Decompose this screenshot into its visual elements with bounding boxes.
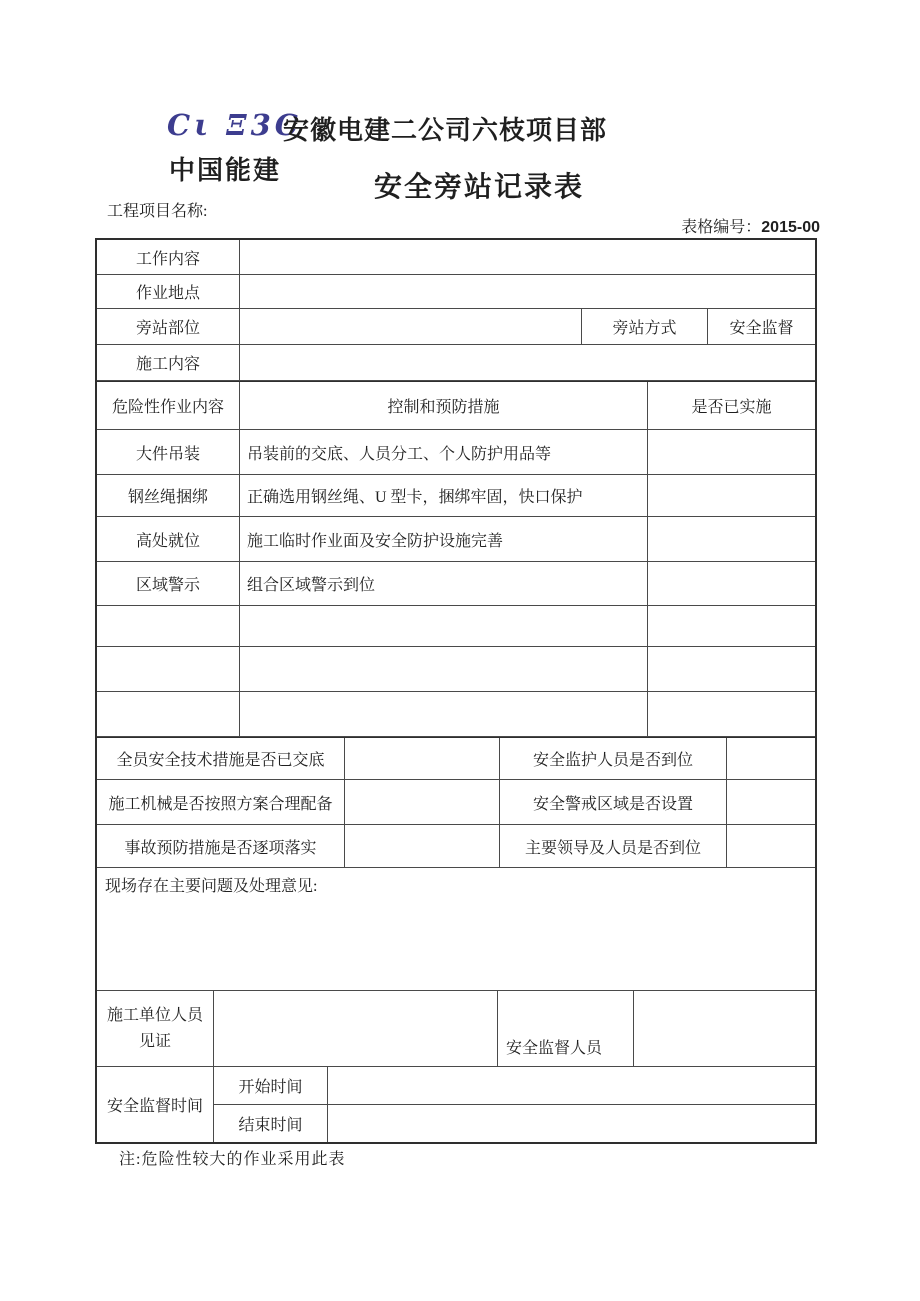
start-time-value (328, 1067, 815, 1104)
hazard-status-cell (648, 562, 815, 605)
check-right-label: 主要领导及人员是否到位 (500, 825, 727, 867)
footnote: 注:危险性较大的作业采用此表 (119, 1151, 346, 1168)
company-name: 安徽电建二公司六枝项目部 (283, 116, 608, 145)
end-time-label: 结束时间 (214, 1105, 328, 1142)
check-left-label: 全员安全技术措施是否已交底 (97, 738, 345, 779)
job-location-label: 作业地点 (97, 275, 240, 308)
station-position-label: 旁站部位 (97, 309, 240, 344)
hazard-row (97, 430, 815, 475)
row-supervision-time (97, 1067, 815, 1142)
site-issues-label: 现场存在主要问题及处理意见: (105, 878, 318, 895)
station-mode-label: 旁站方式 (582, 309, 708, 344)
form-number-label: 表格编号： (681, 219, 762, 236)
work-content-label: 工作内容 (97, 240, 240, 274)
witness-value (214, 991, 498, 1066)
job-location-value (240, 275, 815, 308)
witness-label: 施工单位人员见证 (97, 991, 214, 1066)
check-left-value (345, 825, 500, 867)
hazard-name-cell: 区域警示 (97, 562, 240, 605)
company-logo: Cι Ξ3C (167, 108, 302, 142)
hazard-measure-cell (240, 692, 648, 736)
end-time-value (328, 1105, 815, 1142)
station-mode-value: 安全监督 (729, 320, 794, 337)
start-time-label: 开始时间 (214, 1067, 328, 1104)
hazard-status-cell (648, 517, 815, 561)
hazard-name-cell (97, 647, 240, 691)
hazard-name-cell: 大件吊装 (97, 430, 240, 474)
row-witness (97, 991, 815, 1067)
form-number-value: 2015-00 (761, 219, 820, 236)
hazard-name-cell: 高处就位 (97, 517, 240, 561)
hazard-measure-cell: 施工临时作业面及安全防护设施完善 (240, 517, 648, 561)
hazard-row (97, 475, 815, 517)
hazard-row (97, 647, 815, 692)
hazard-col-header-1: 危险性作业内容 (97, 382, 240, 429)
row-construction-content (97, 345, 815, 381)
brand-name: 中国能建 (169, 156, 282, 185)
check-right-label: 安全警戒区域是否设置 (500, 780, 727, 824)
check-right-label: 安全监护人员是否到位 (500, 738, 727, 779)
hazard-col-header-3: 是否已实施 (691, 399, 772, 416)
hazard-name-cell (97, 606, 240, 646)
hazard-measure-cell: 吊装前的交底、人员分工、个人防护用品等 (240, 430, 648, 474)
hazard-row (97, 606, 815, 647)
hazard-row (97, 562, 815, 606)
start-time-row (214, 1067, 815, 1105)
hazard-status-cell (648, 606, 815, 646)
row-work-content (97, 240, 815, 275)
construction-content-label: 施工内容 (97, 345, 240, 380)
row-job-location (97, 275, 815, 309)
row-site-issues (97, 868, 815, 991)
hazard-measure-cell (240, 606, 648, 646)
construction-content-value (240, 345, 815, 380)
hazard-status-cell (648, 692, 815, 736)
station-position-value (240, 309, 582, 344)
hazard-measure-cell: 正确选用钢丝绳、U 型卡，捆绑牢固，快口保护 (240, 475, 648, 516)
check-left-value (345, 738, 500, 779)
check-right-value (727, 780, 815, 824)
hazard-status-cell (648, 475, 815, 516)
check-row (97, 825, 815, 868)
hazard-col-header-2: 控制和预防措施 (240, 382, 648, 429)
work-content-value (240, 240, 815, 274)
record-form-table (95, 238, 817, 1144)
hazard-row (97, 692, 815, 737)
hazard-name-cell: 钢丝绳捆绑 (97, 475, 240, 516)
check-right-value (727, 738, 815, 779)
safety-supervisor-label: 安全监督人员 (498, 991, 634, 1066)
hazard-row (97, 517, 815, 562)
hazard-status-cell (648, 430, 815, 474)
form-number (0, 214, 820, 237)
row-station-position (97, 309, 815, 345)
check-row (97, 737, 815, 780)
hazard-name-cell (97, 692, 240, 736)
check-left-value (345, 780, 500, 824)
check-right-value (727, 825, 815, 867)
check-left-label: 施工机械是否按照方案合理配备 (97, 780, 345, 824)
hazard-measure-cell (240, 647, 648, 691)
end-time-row (214, 1105, 815, 1142)
document-title: 安全旁站记录表 (374, 172, 585, 203)
project-name-label: 工程项目名称: (107, 203, 208, 220)
check-left-label: 事故预防措施是否逐项落实 (97, 825, 345, 867)
supervision-time-sub (214, 1067, 815, 1142)
hazard-header-row (97, 381, 815, 430)
hazard-measure-cell: 组合区域警示到位 (240, 562, 648, 605)
check-row (97, 780, 815, 825)
hazard-status-cell (648, 647, 815, 691)
supervision-time-label: 安全监督时间 (97, 1067, 214, 1142)
safety-supervisor-value (634, 991, 815, 1066)
